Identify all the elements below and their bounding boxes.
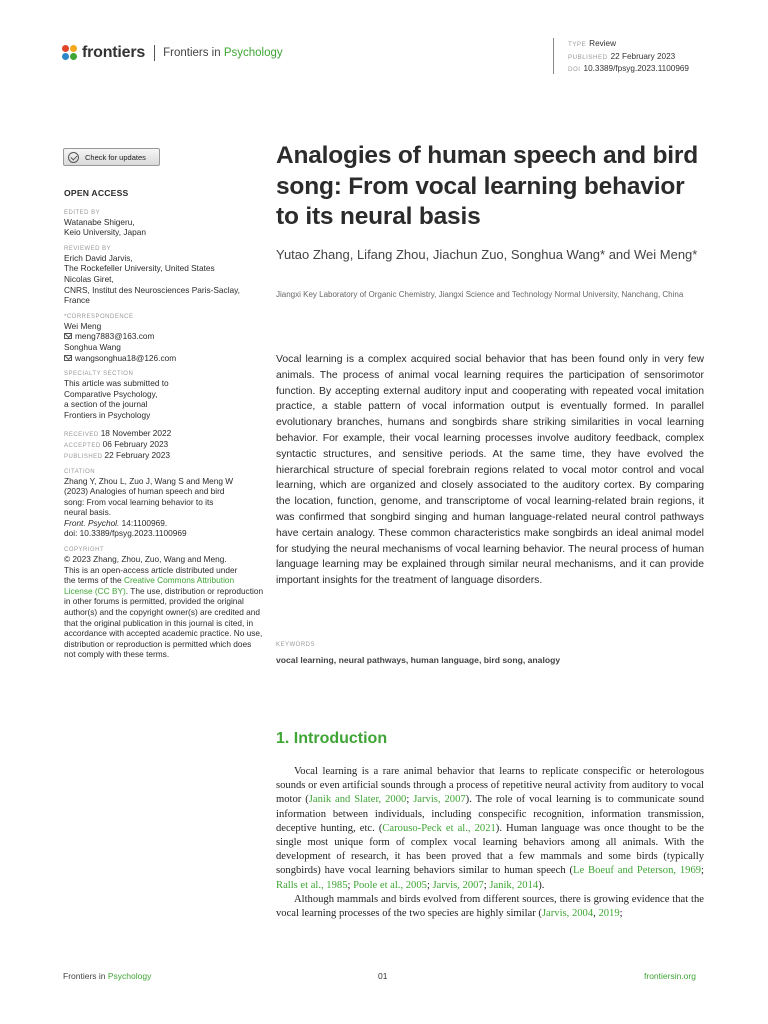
brand-name: frontiers bbox=[82, 44, 146, 61]
journal-name: Frontiers in Psychology bbox=[163, 47, 283, 59]
section-heading: 1. Introduction bbox=[276, 730, 388, 747]
email-link[interactable]: meng7883@163.com bbox=[64, 331, 264, 342]
body-text bbox=[276, 765, 704, 921]
citation-link[interactable]: Poole et al., 2005 bbox=[353, 879, 427, 891]
keywords: vocal learning, neural pathways, human language, bird song, analogy bbox=[276, 655, 561, 665]
paragraph: Vocal learning is a rare animal behavior that learns to replicate conspecific or heterologous sounds or even artificial sounds through a process of repetitive neural activity from auditory to vocal motor (Janik and Slater, 2000; Jarvis, 2007). The role of vocal learning is to communicate sound information between individuals, including conspecific recognition, information transmission, deceptive hunting, etc. (Carouso-Peck et al., 2021). Human language was once thought to be the single most unique form of complex vocal learning behaviors among all animals. With the development of research, it has been proved that a few mammals and some birds (typically songbirds) have vocal learning behaviors similar to human speech (Le Boeuf and Peterson, 1969; Ralls et al., 1985; Poole et al., 2005; Jarvis, 2007; Janik, 2014). bbox=[276, 766, 705, 891]
citation-link[interactable]: 2019 bbox=[598, 908, 620, 920]
citation-section: CITATION Zhang Y, Zhou L, Zuo J, Wang S and Meng W (2023) Analogies of human speech and bird song: From vocal learning behavior to its neural basis. Front. Psychol. 14:1100969. doi: 10.3389/fpsyg.2023.1100969 bbox=[64, 468, 264, 540]
dates-section: RECEIVED 18 November 2022 ACCEPTED 06 February 2023 PUBLISHED 22 February 2023 bbox=[64, 427, 172, 460]
paragraph: Although mammals and birds evolved from different sources, there is growing evidence that the vocal learning processes of the two species are highly similar (Jarvis, 2004, 2019; bbox=[276, 893, 704, 920]
citation-link[interactable]: Janik and Slater, 2000 bbox=[308, 794, 407, 806]
open-access-label: OPEN ACCESS bbox=[64, 188, 129, 198]
citation-link[interactable]: Jarvis, 2004 bbox=[541, 908, 594, 920]
edited-by-section: EDITED BY Watanabe Shigeru, Keio University, Japan bbox=[64, 209, 146, 238]
citation-link[interactable]: Carouso-Peck et al., 2021 bbox=[382, 822, 496, 834]
footer-site-link[interactable]: frontiersin.org bbox=[644, 971, 696, 981]
article-sidebar bbox=[64, 188, 264, 667]
correspondence-section: *CORRESPONDENCE Wei Meng meng7883@163.com Songhua Wang wangsonghua18@126.com bbox=[64, 313, 264, 363]
page-number: 01 bbox=[378, 971, 388, 981]
brand-divider bbox=[154, 45, 155, 61]
check-circle-icon bbox=[68, 152, 79, 163]
author-list: Yutao Zhang, Lifang Zhou, Jiachun Zuo, Songhua Wang* and Wei Meng* bbox=[276, 247, 698, 262]
affiliation: Jiangxi Key Laboratory of Organic Chemistry, Jiangxi Science and Technology Normal University, Nanchang, China bbox=[276, 290, 684, 299]
check-for-updates-button[interactable]: Check for updates bbox=[63, 148, 160, 166]
publisher-brand bbox=[62, 43, 283, 63]
article-meta bbox=[553, 38, 689, 74]
article-title: Analogies of human speech and bird song: From vocal learning behavior to its neural basis bbox=[276, 142, 699, 230]
mail-icon bbox=[64, 333, 72, 339]
frontiers-logo-icon bbox=[62, 45, 78, 61]
specialty-section: SPECIALTY SECTION This article was submitted to Comparative Psychology, a section of the journal Frontiers in Psychology bbox=[64, 371, 169, 420]
license-link[interactable]: Creative Commons Attribution License (CC BY) bbox=[64, 575, 235, 596]
footer-journal: Frontiers in Psychology bbox=[63, 971, 152, 981]
citation-link[interactable]: Ralls et al., 1985 bbox=[276, 879, 348, 891]
citation-doi[interactable]: doi: 10.3389/fpsyg.2023.1100969 bbox=[64, 528, 187, 539]
copyright-section: COPYRIGHT © 2023 Zhang, Zhou, Zuo, Wang and Meng. This is an open-access article distributed under the terms of the Creative Commons Attribution License (CC BY). The use, distribution or reproduction in other forums is permitted, provided the original author(s) and the copyright owner(s) are credited and that the original publication in this journal is cited, in accordance with accepted academic practice. No use, distribution or reproduction is permitted which does not comply with these terms. bbox=[64, 547, 264, 660]
abstract: Vocal learning is a complex acquired social behavior that has been found only in very few animals. The process of animal vocal learning requires the participation of sensorimotor function. By accepting external auditory input and cooperating with repeated vocal imitation practice, a stable pattern of vocal information output is eventually formed. In parallel evolutionary branches, humans and songbirds share striking similarities in vocal learning behavior. For example, their vocal learning processes involve auditory feedback, complex syntactic structures, and sensitive periods. At the same time, they have evolved the hierarchical structure of special forebrain regions related to vocal motor control and vocal learning, which are organized and closely associated to the auditory cortex. By comparing the location, function, genome, and transcriptome of vocal learning-related brain regions, it was confirmed that songbird singing and human language-related neural control pathways have certain analogy. These common characteristics make songbirds an ideal animal model for studying the neural mechanisms of vocal learning behavior. The neural process of human language learning may be explained through similar neural mechanisms, and it can provide important insights for the treatment of language disorders. bbox=[276, 354, 704, 587]
keywords-label: KEYWORDS bbox=[276, 642, 316, 648]
meta-doi[interactable]: DOI 10.3389/fpsyg.2023.1100969 bbox=[568, 64, 689, 73]
email-link[interactable]: wangsonghua18@126.com bbox=[64, 353, 264, 364]
meta-published: PUBLISHED 22 February 2023 bbox=[568, 51, 676, 61]
citation-link[interactable]: Jarvis, 2007 bbox=[432, 879, 484, 891]
citation-link[interactable]: Le Boeuf and Peterson, 1969 bbox=[573, 865, 702, 877]
mail-icon bbox=[64, 355, 72, 361]
reviewed-by-section: REVIEWED BY Erich David Jarvis, The Rockefeller University, United States Nicolas Giret, CNRS, Institut des Neurosciences Paris-Saclay, France bbox=[64, 245, 240, 306]
meta-type: TYPE Review bbox=[568, 39, 617, 48]
citation-link[interactable]: Jarvis, 2007 bbox=[413, 794, 466, 806]
citation-link[interactable]: Janik, 2014 bbox=[489, 879, 539, 891]
